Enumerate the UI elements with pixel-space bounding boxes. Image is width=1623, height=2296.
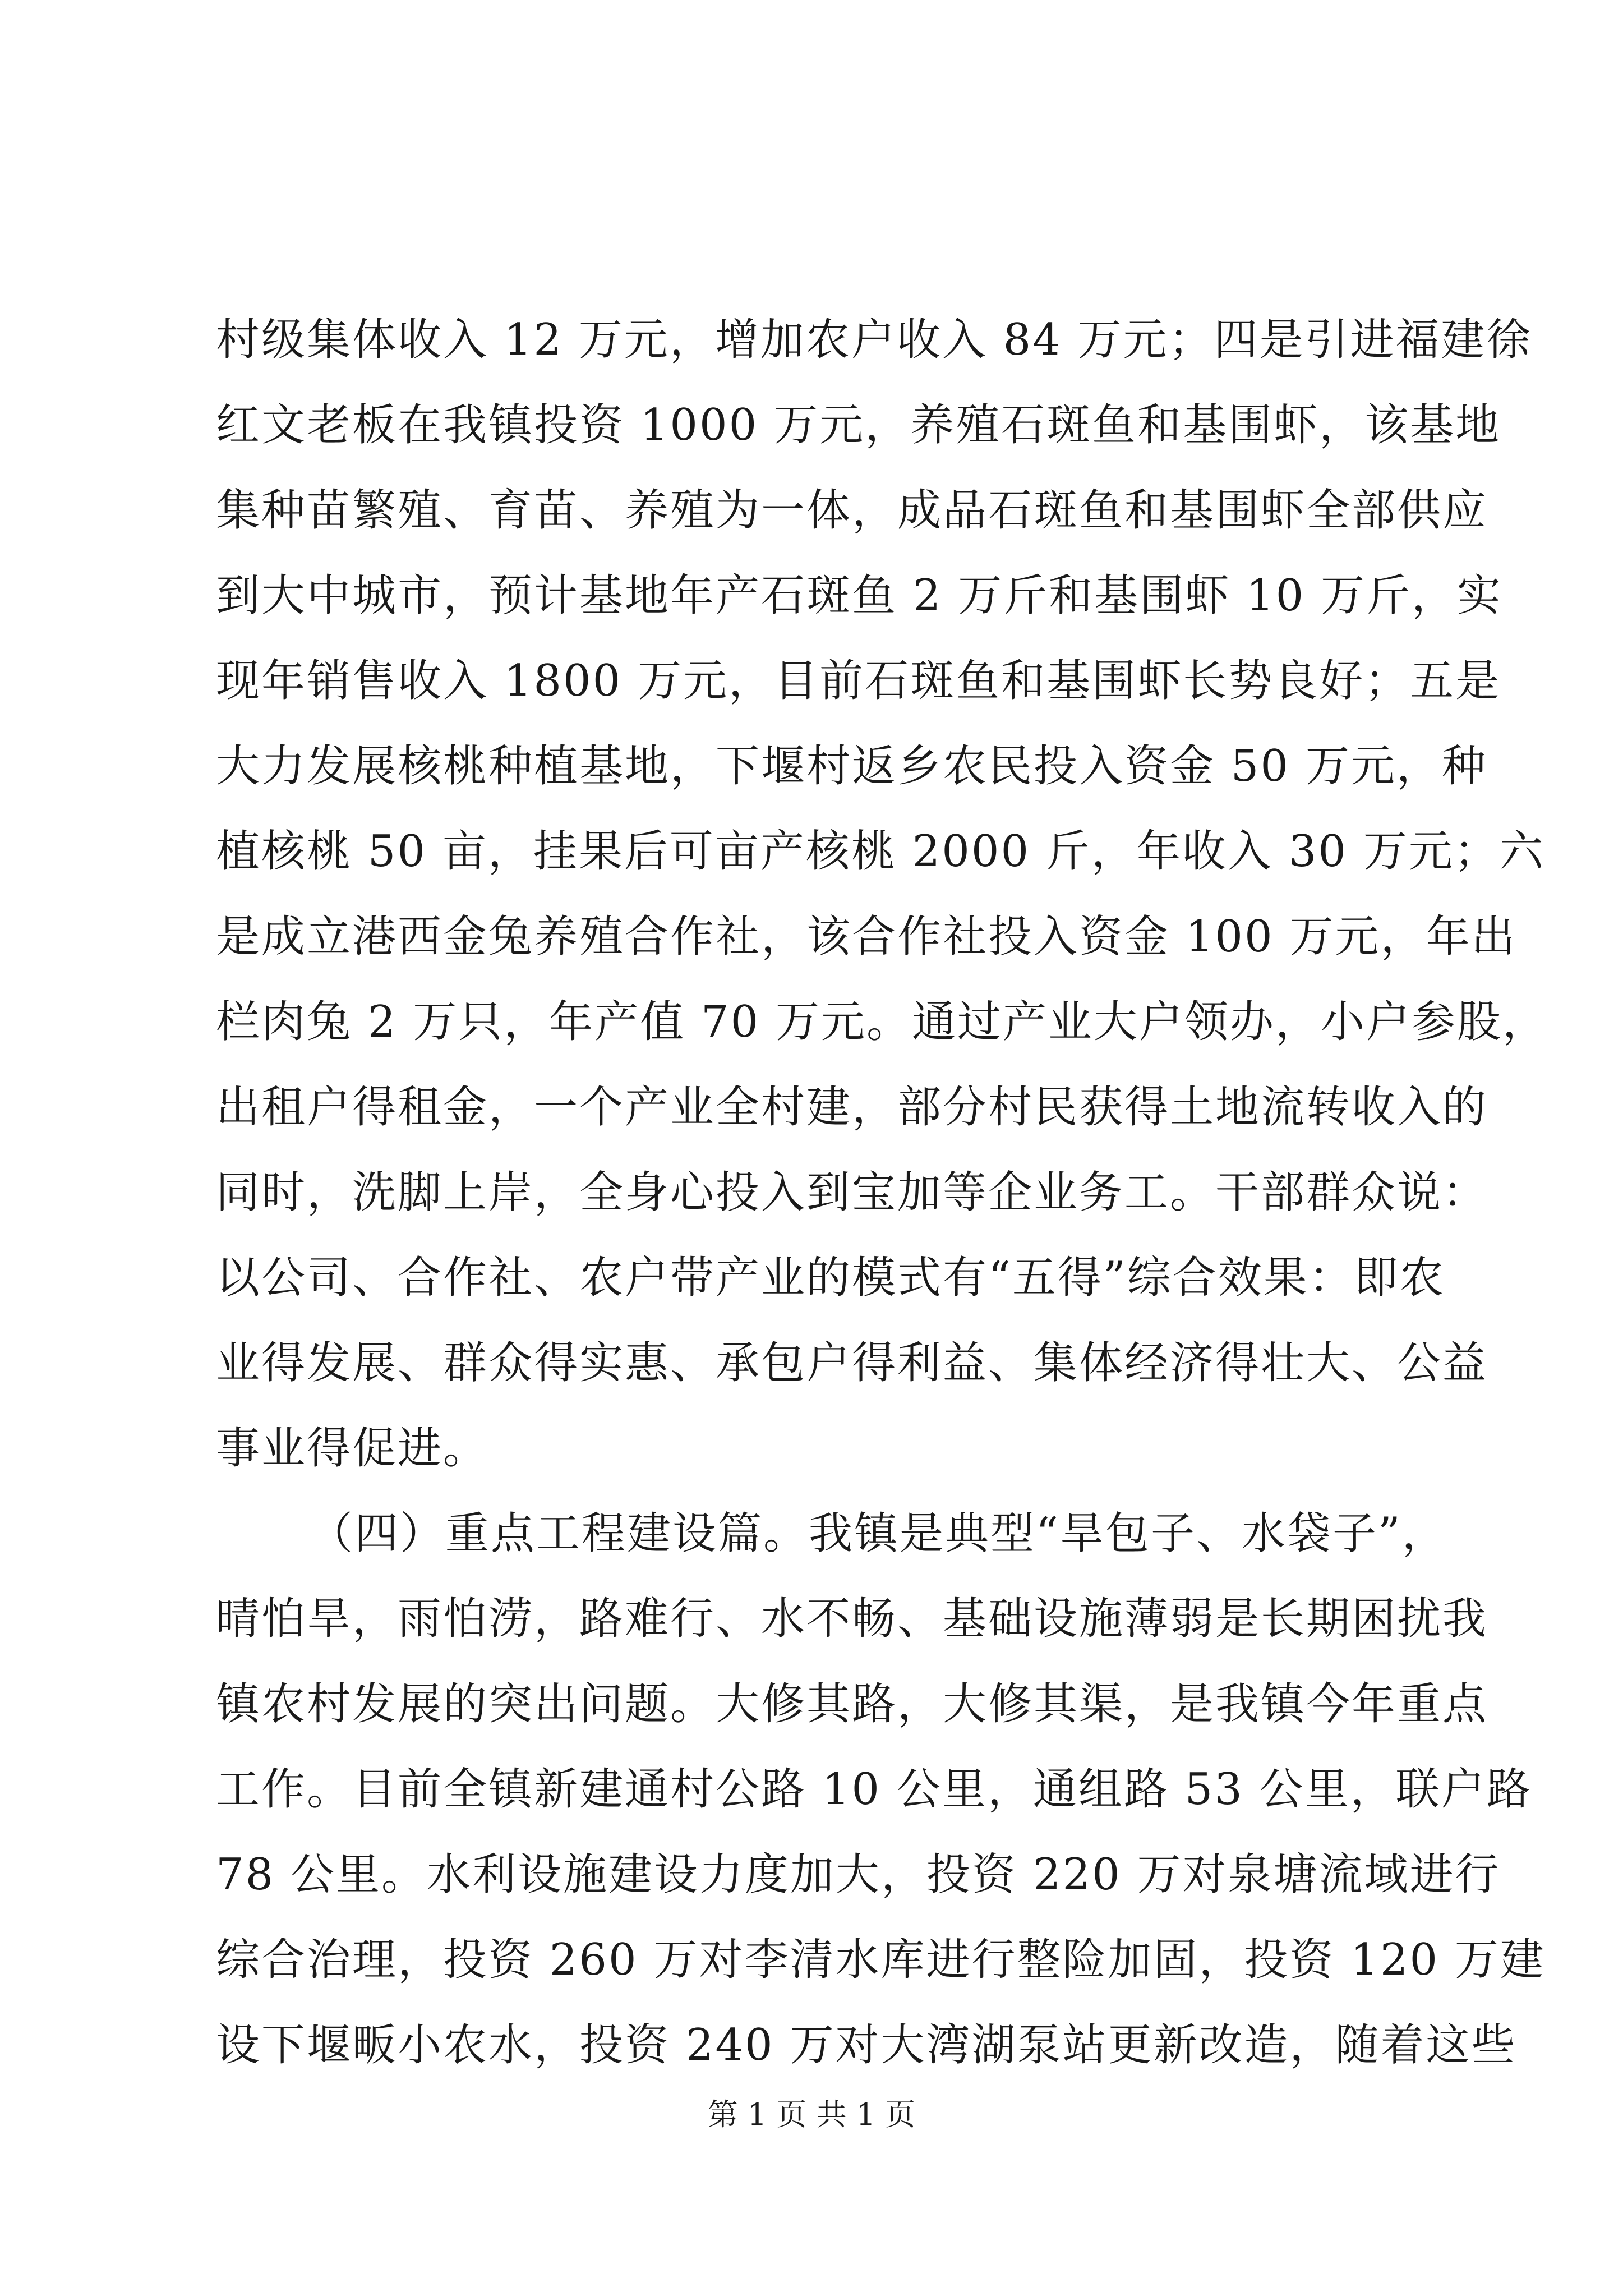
text-line: 事业得促进。 bbox=[216, 1423, 489, 1474]
text-line: 以公司、合作社、农户带产业的模式有“五得”综合效果：即农 bbox=[216, 1253, 1445, 1303]
text-line: 村级集体收入 12 万元，增加农户收入 84 万元；四是引进福建徐 bbox=[216, 315, 1532, 365]
text-line: 同时，洗脚上岸，全身心投入到宝加等企业务工。干部群众说： bbox=[216, 1167, 1488, 1218]
section-heading-line: （四）重点工程建设篇。我镇是典型“旱包子、水袋子”， bbox=[309, 1508, 1447, 1559]
text-line: 晴怕旱，雨怕涝，路难行、水不畅、基础设施薄弱是长期困扰我 bbox=[216, 1594, 1488, 1644]
page-footer bbox=[0, 2092, 1623, 2137]
document-body bbox=[216, 297, 1548, 2088]
text-line: 综合治理，投资 260 万对李清水库进行整险加固，投资 120 万建 bbox=[216, 1935, 1546, 1985]
paragraph-industry-projects bbox=[216, 297, 1548, 1491]
text-line: 是成立港西金兔养殖合作社，该合作社投入资金 100 万元，年出 bbox=[216, 912, 1517, 962]
text-line: 业得发展、群众得实惠、承包户得利益、集体经济得壮大、公益 bbox=[216, 1338, 1488, 1388]
text-line: 工作。目前全镇新建通村公路 10 公里，通组路 53 公里，联户路 bbox=[216, 1764, 1532, 1815]
text-line: 栏肉兔 2 万只，年产值 70 万元。通过产业大户领办，小户参股， bbox=[216, 997, 1548, 1047]
text-line: 大力发展核桃种植基地，下堰村返乡农民投入资金 50 万元，种 bbox=[216, 741, 1487, 792]
text-line: 78 公里。水利设施建设力度加大，投资 220 万对泉塘流域进行 bbox=[216, 1849, 1501, 1900]
paragraph-key-projects bbox=[216, 1491, 1546, 2088]
text-line: 到大中城市，预计基地年产石斑鱼 2 万斤和基围虾 10 万斤，实 bbox=[216, 570, 1503, 621]
text-line: 红文老板在我镇投资 1000 万元，养殖石斑鱼和基围虾，该基地 bbox=[216, 400, 1501, 450]
text-line: 出租户得租金，一个产业全村建，部分村民获得土地流转收入的 bbox=[216, 1082, 1488, 1133]
text-line: 集种苗繁殖、育苗、养殖为一体，成品石斑鱼和基围虾全部供应 bbox=[216, 485, 1488, 536]
page-number: 第 1 页 共 1 页 bbox=[707, 2097, 916, 2132]
text-line: 镇农村发展的突出问题。大修其路，大修其渠，是我镇今年重点 bbox=[216, 1679, 1488, 1729]
text-line: 设下堰畈小农水，投资 240 万对大湾湖泵站更新改造，随着这些 bbox=[216, 2020, 1517, 2070]
text-line: 现年销售收入 1800 万元，目前石斑鱼和基围虾长势良好；五是 bbox=[216, 656, 1501, 706]
text-line: 植核桃 50 亩，挂果后可亩产核桃 2000 斤，年收入 30 万元；六 bbox=[216, 826, 1545, 877]
